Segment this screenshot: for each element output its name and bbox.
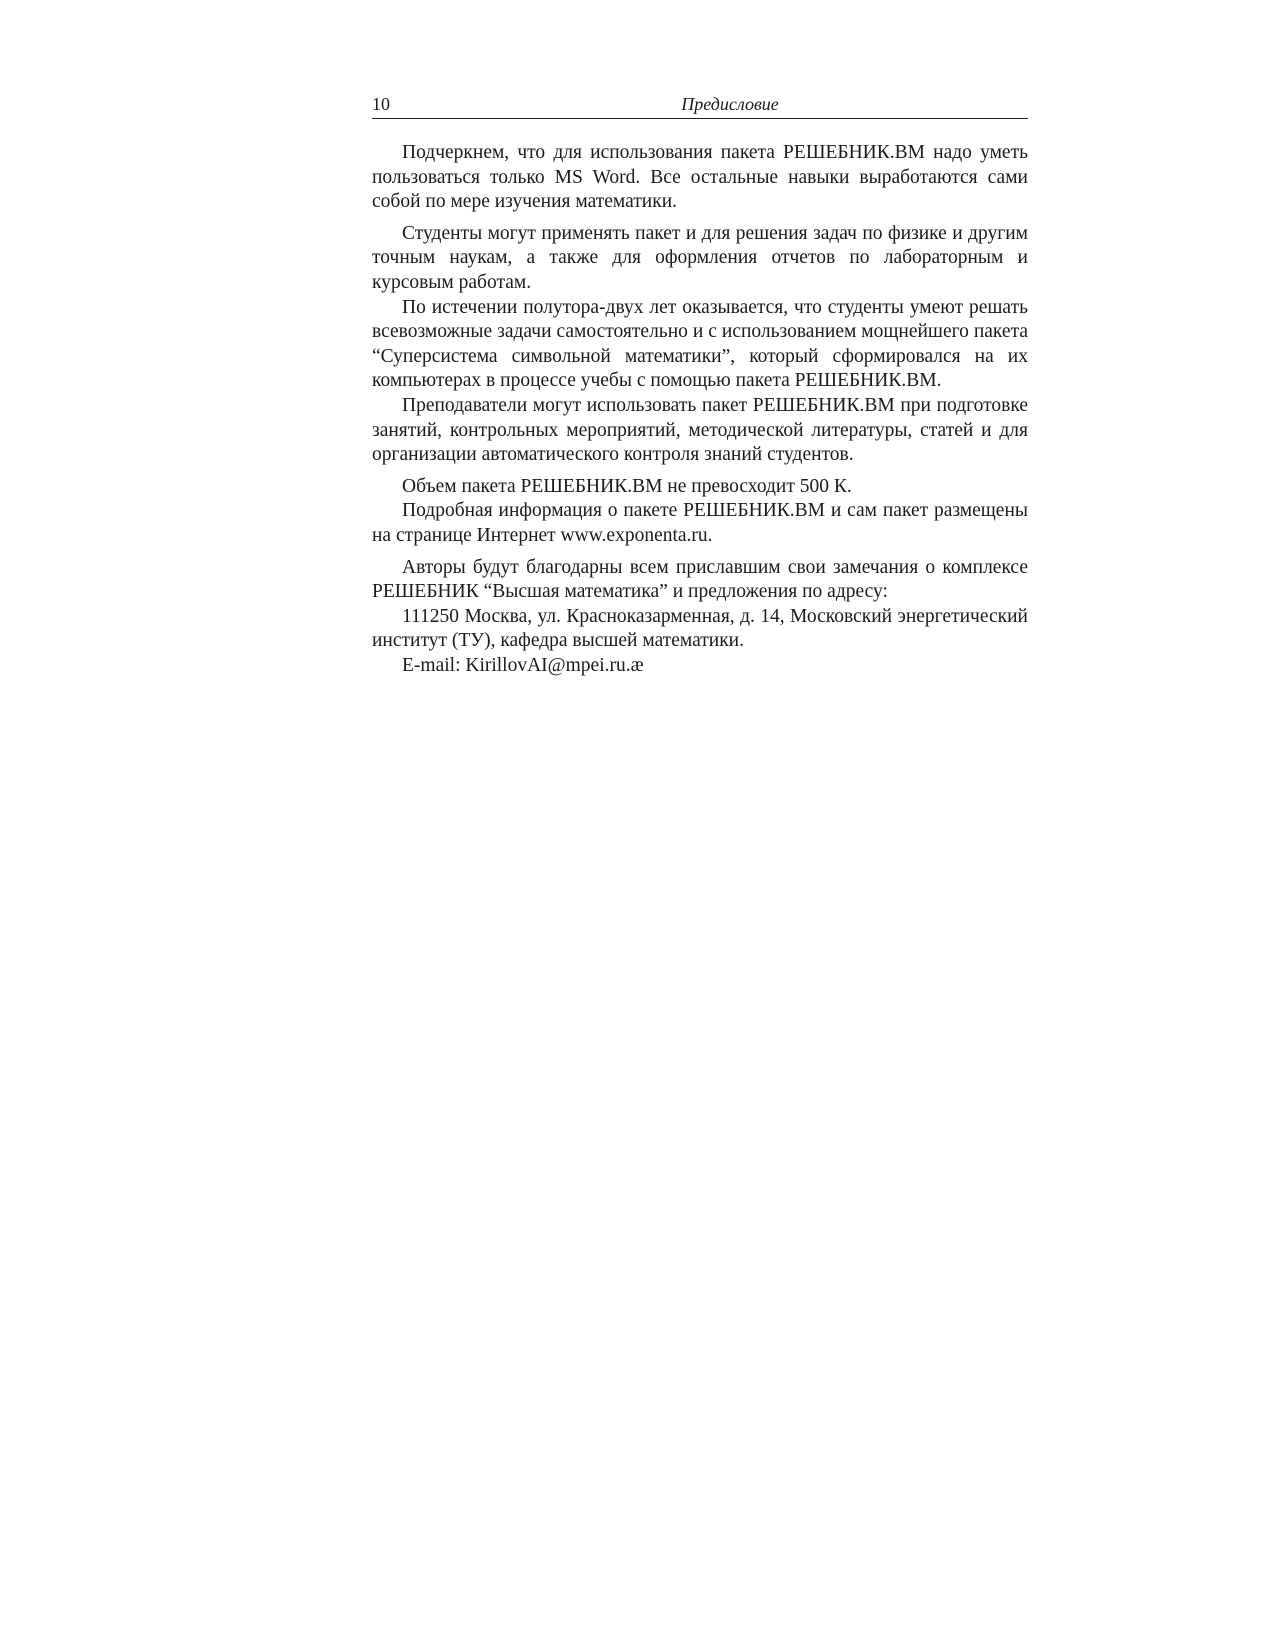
paragraph-postal-address: 111250 Москва, ул. Красноказарменная, д. 14, Московский энергетический институт (ТУ), кафедра высшей математики.: [372, 605, 1028, 652]
paragraph-package-size: Объем пакета РЕШЕБНИК.ВМ не превосходит 500 К.: [402, 475, 852, 497]
paragraph-authors-thanks: Авторы будут благодарны всем приславшим свои замечания о комплексе РЕШЕБНИК “Высшая математика” и предложения по адресу:: [372, 556, 1028, 603]
page-number: 10: [372, 94, 390, 114]
document-page: [372, 92, 1028, 678]
paragraph-website: Подробная информация о пакете РЕШЕБНИК.ВМ и сам пакет размещены на странице Интернет www.exponenta.ru.: [372, 500, 1028, 546]
paragraph-msword: Подчеркнем, что для использования пакета РЕШЕБНИК.ВМ надо уметь пользоваться только MS Word. Все остальные навыки выработаются сами собой по мере изучения математики.: [372, 142, 1028, 213]
body-text: [372, 141, 1028, 678]
paragraph-supersystem: По истечении полутора-двух лет оказывается, что студенты умеют решать всевозможные задачи самостоятельно и с использованием мощнейшего пакета “Суперсистема символьной математики”, который сформировался на их компьютерах в процессе учебы с помощью пакета РЕШЕБНИК.ВМ.: [372, 296, 1028, 392]
running-title: Предисловие: [681, 94, 779, 114]
paragraph-teachers: Преподаватели могут использовать пакет РЕШЕБНИК.ВМ при подготовке занятий, контрольных мероприятий, методической литературы, статей и для организации автоматического контроля знаний студентов.: [372, 394, 1028, 466]
paragraph-email: E-mail: KirillovAI@mpei.ru.æ: [402, 654, 644, 676]
running-head: [372, 92, 1028, 119]
paragraph-students-physics: Студенты могут применять пакет и для решения задач по физике и другим точным наукам, а также для оформления отчетов по лабораторным и курсовым работам.: [372, 222, 1028, 293]
